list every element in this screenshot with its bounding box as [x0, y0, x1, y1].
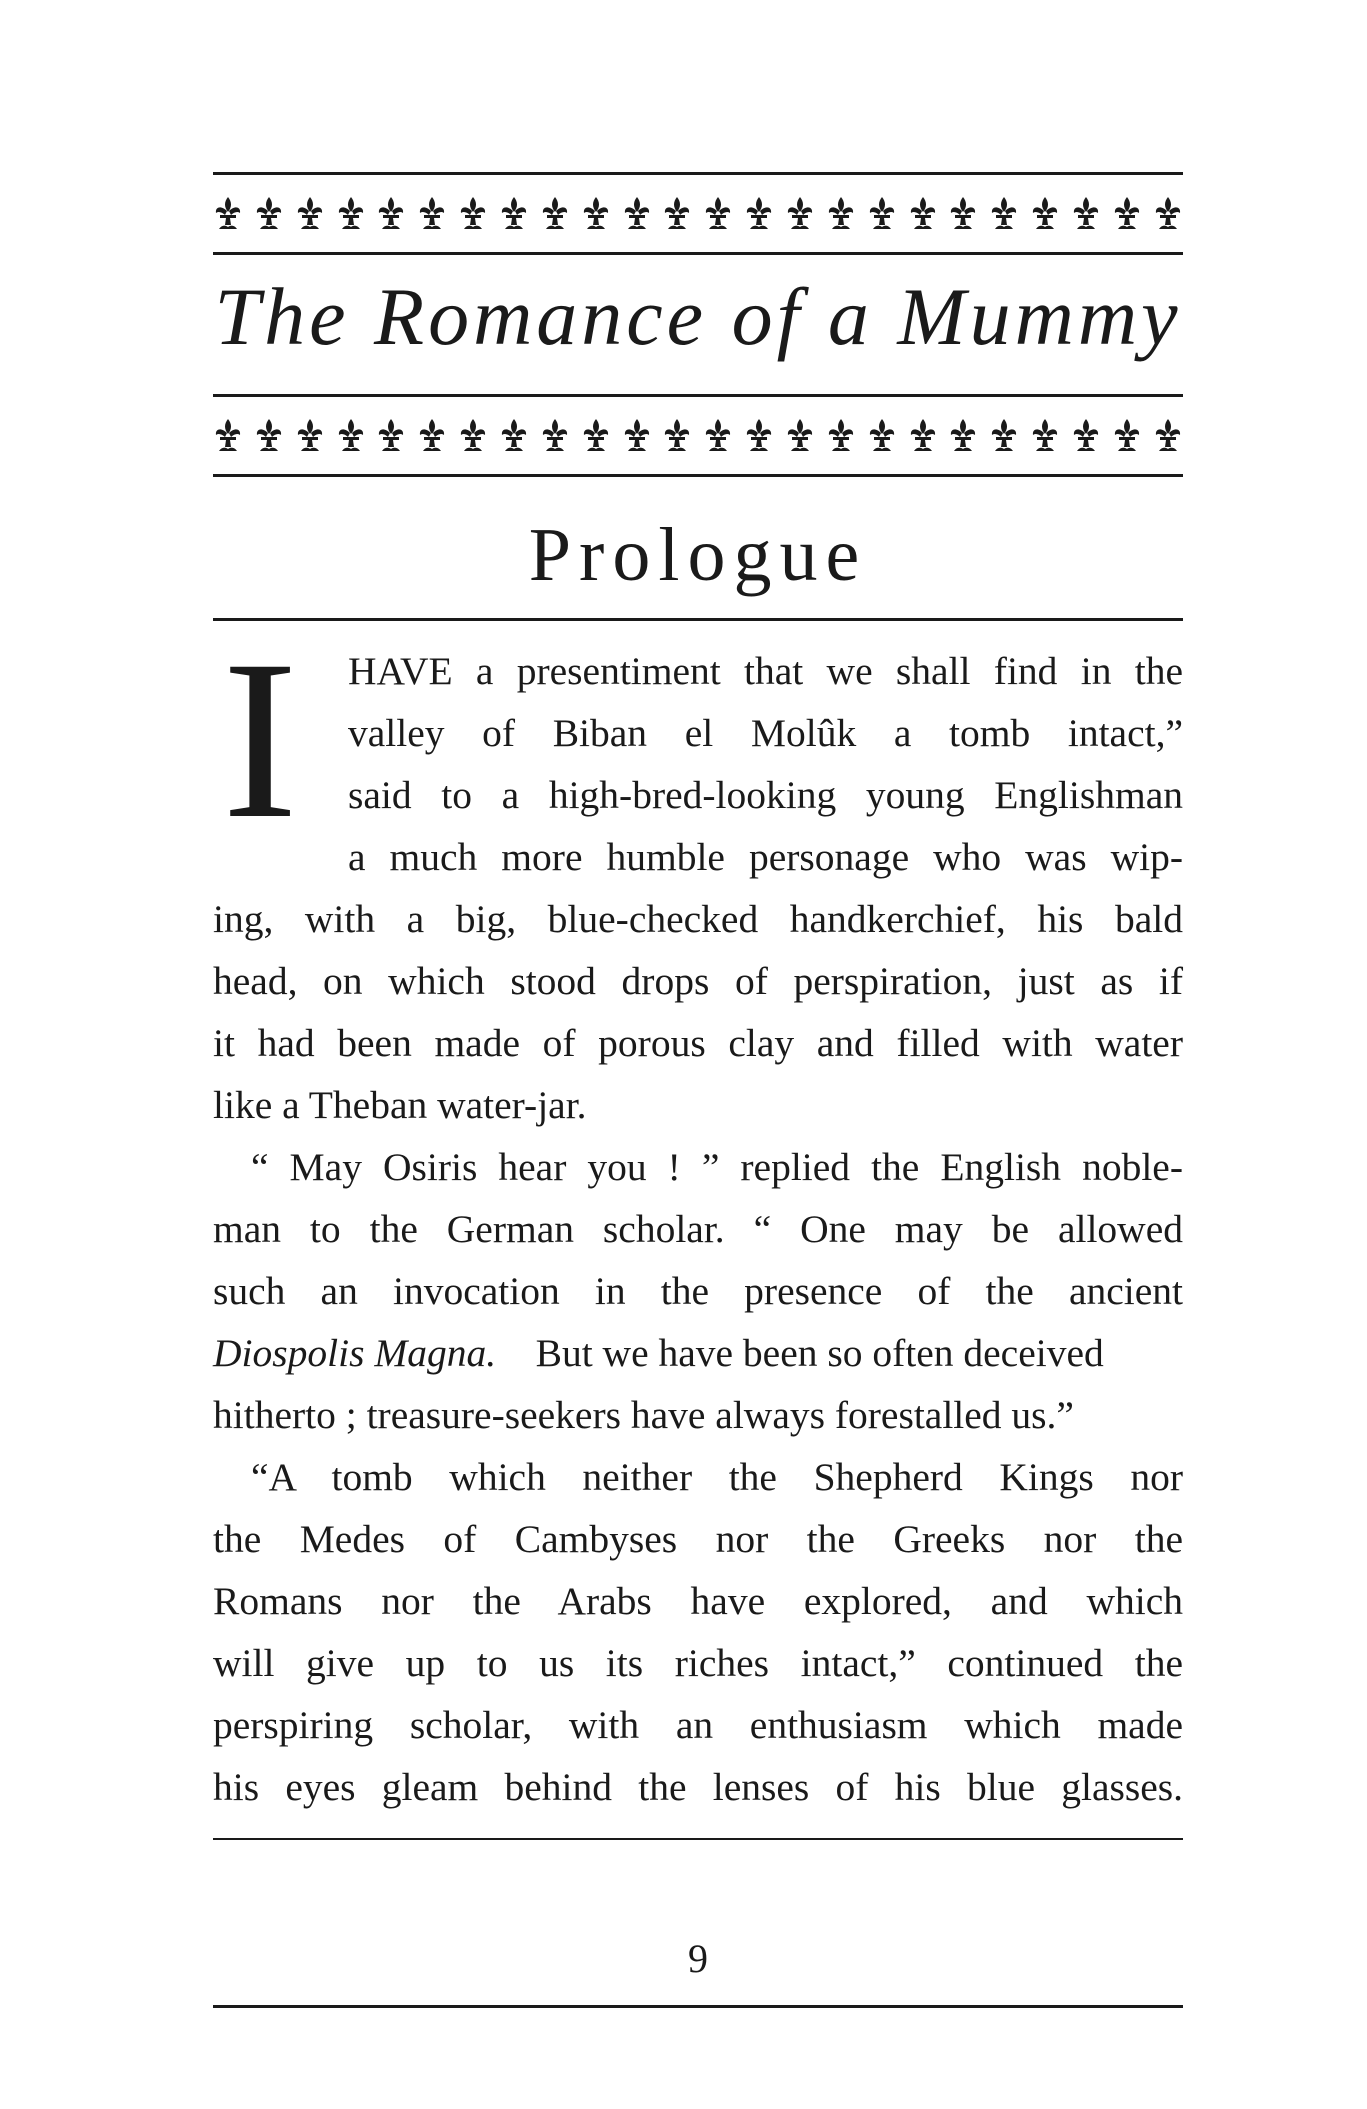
text-line: “ May Osiris hear you ! ” replied the English noble-	[251, 1145, 1183, 1189]
text-line: valley of Biban el Molûk a tomb intact,”	[348, 711, 1183, 755]
fleur-de-lis-icon	[336, 417, 366, 453]
text-line-with-italic	[213, 1329, 1183, 1377]
fleur-de-lis-icon	[662, 195, 692, 231]
fleur-de-lis-icon	[703, 195, 733, 231]
fleur-de-lis-icon	[1071, 417, 1101, 453]
top-rule	[213, 172, 1183, 175]
fleur-de-lis-icon	[785, 417, 815, 453]
text-line: HAVE a presentiment that we shall find in the	[348, 649, 1183, 693]
fleur-de-lis-icon	[622, 195, 652, 231]
fleur-de-lis-icon	[1071, 195, 1101, 231]
fleur-de-lis-icon	[417, 417, 447, 453]
text-line: perspiring scholar, with an enthusiasm which made	[213, 1703, 1183, 1747]
chapter-rule	[213, 618, 1183, 621]
footer-rule-bottom	[213, 2005, 1183, 2008]
drop-cap: I	[222, 650, 298, 830]
fleur-de-lis-icon	[213, 417, 243, 453]
book-title: The Romance of a Mummy	[214, 271, 1182, 362]
fleur-de-lis-icon	[948, 195, 978, 231]
fleur-de-lis-icon	[1030, 195, 1060, 231]
fleur-de-lis-icon	[826, 417, 856, 453]
text-line: Romans nor the Arabs have explored, and which	[213, 1579, 1183, 1623]
fleur-de-lis-icon	[540, 417, 570, 453]
fleur-de-lis-icon	[295, 417, 325, 453]
fleur-de-lis-icon	[1112, 417, 1142, 453]
text-fragment: But we have been so often deceived	[535, 1331, 1104, 1375]
fleur-de-lis-icon	[703, 417, 733, 453]
ornament-rule-lower	[213, 474, 1183, 477]
fleur-de-lis-icon	[867, 417, 897, 453]
fleur-de-lis-icon	[499, 417, 529, 453]
fleur-de-lis-icon	[908, 417, 938, 453]
fleur-de-lis-icon	[499, 195, 529, 231]
fleur-de-lis-icon	[662, 417, 692, 453]
fleur-de-lis-icon	[417, 195, 447, 231]
fleur-de-lis-icon	[213, 195, 243, 231]
text-line: the Medes of Cambyses nor the Greeks nor the	[213, 1517, 1183, 1561]
text-line: like a Theban water-jar.	[213, 1083, 587, 1127]
fleur-de-lis-icon	[908, 195, 938, 231]
text-line: will give up to us its riches intact,” continued the	[213, 1641, 1183, 1685]
fleur-de-lis-icon	[254, 417, 284, 453]
fleur-de-lis-icon	[867, 195, 897, 231]
fleur-de-lis-icon	[1030, 417, 1060, 453]
fleur-de-lis-icon	[376, 417, 406, 453]
fleur-de-lis-icon	[989, 195, 1019, 231]
ornament-rule-top	[213, 252, 1183, 255]
fleur-de-lis-icon	[1112, 195, 1142, 231]
fleur-de-lis-icon	[744, 417, 774, 453]
fleur-de-lis-icon	[744, 195, 774, 231]
text-line: a much more humble personage who was wip-	[348, 835, 1183, 879]
text-line: ing, with a big, blue-checked handkerchief, his bald	[213, 897, 1183, 941]
fleur-de-lis-icon	[295, 195, 325, 231]
fleur-de-lis-icon	[540, 195, 570, 231]
fleur-de-lis-icon	[458, 195, 488, 231]
fleur-de-lis-icon	[254, 195, 284, 231]
text-line: it had been made of porous clay and filled with water	[213, 1021, 1183, 1065]
ornament-border-top	[213, 193, 1183, 233]
text-line: said to a high-bred-looking young Englishman	[348, 773, 1183, 817]
fleur-de-lis-icon	[948, 417, 978, 453]
text-line: his eyes gleam behind the lenses of his blue glasses.	[213, 1765, 1183, 1809]
fleur-de-lis-icon	[622, 417, 652, 453]
text-line: hitherto ; treasure-seekers have always forestalled us.”	[213, 1393, 1074, 1437]
fleur-de-lis-icon	[826, 195, 856, 231]
fleur-de-lis-icon	[336, 195, 366, 231]
fleur-de-lis-icon	[458, 417, 488, 453]
chapter-heading: Prologue	[528, 513, 868, 597]
fleur-de-lis-icon	[989, 417, 1019, 453]
page-number: 9	[688, 1936, 708, 1981]
fleur-de-lis-icon	[1153, 417, 1183, 453]
fleur-de-lis-icon	[785, 195, 815, 231]
text-line: “A tomb which neither the Shepherd Kings nor	[251, 1455, 1183, 1499]
text-line: head, on which stood drops of perspiration, just as if	[213, 959, 1183, 1003]
fleur-de-lis-icon	[1153, 195, 1183, 231]
italic-place-name: Diospolis Magna.	[213, 1331, 497, 1375]
fleur-de-lis-icon	[581, 417, 611, 453]
text-line: man to the German scholar. “ One may be allowed	[213, 1207, 1183, 1251]
footer-rule-top	[213, 1838, 1183, 1840]
ornament-border-bottom	[213, 415, 1183, 455]
fleur-de-lis-icon	[376, 195, 406, 231]
ornament-rule-upper	[213, 394, 1183, 397]
fleur-de-lis-icon	[581, 195, 611, 231]
text-line: such an invocation in the presence of the ancient	[213, 1269, 1183, 1313]
